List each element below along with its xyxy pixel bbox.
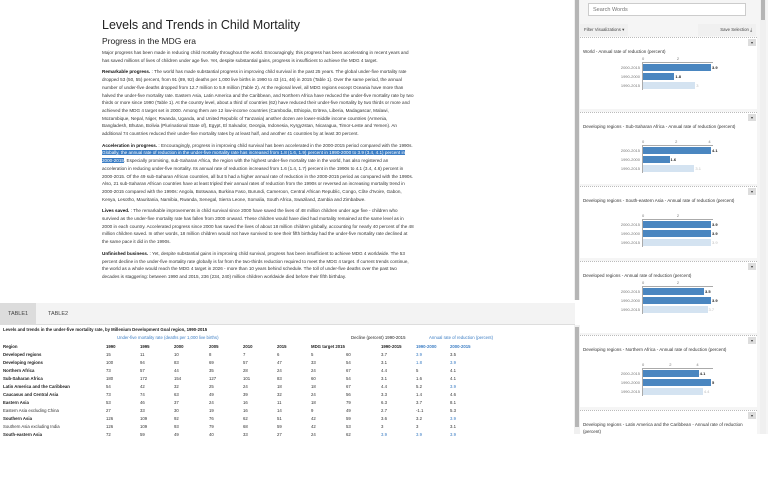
value-cell: 3.2 <box>416 416 422 421</box>
visualization-panel <box>580 335 757 407</box>
table-row <box>3 352 573 360</box>
value-cell: 109 <box>140 424 148 429</box>
value-cell: 8 <box>209 352 212 357</box>
table-group-header <box>3 335 573 343</box>
bar-value-label: 3.7 <box>708 306 715 312</box>
value-cell: 4.1 <box>450 368 456 373</box>
value-cell: 83 <box>174 360 179 365</box>
value-cell: 35 <box>209 368 214 373</box>
bar-chart <box>580 139 757 179</box>
selected-text[interactable]: Globally, the annual rate of reduction in the under-five mortality rate has increased from 1.8 (1.6, 1.9) percent in 1990-2000 to 3.9 (3.4, 4.1) percent in 2000-2015 <box>102 150 406 164</box>
sidebar-scrollbar[interactable] <box>760 0 766 434</box>
value-cell: 3.1 <box>450 424 456 429</box>
region-cell: Caucasus and Central Asia <box>3 392 59 397</box>
value-cell: 180 <box>106 376 114 381</box>
bar-value-label: 4.4 <box>703 389 710 394</box>
search-input[interactable] <box>588 3 746 16</box>
value-cell: 54 <box>346 376 351 381</box>
value-cell: 109 <box>140 416 148 421</box>
bar-value-label: 1.8 <box>675 74 681 79</box>
value-cell: 3.7 <box>416 400 422 405</box>
bar-value-label: 4.1 <box>712 147 718 153</box>
region-cell: Southern Asia <box>3 416 32 421</box>
bar-chart <box>580 362 757 402</box>
column-header: Region <box>3 344 18 349</box>
column-header: 2010 <box>243 344 253 349</box>
value-cell: 57 <box>243 360 248 365</box>
table-row <box>3 360 573 368</box>
panel-title: World - Annual rate of reduction (percent) <box>583 49 666 54</box>
x-axis <box>643 145 713 146</box>
value-cell: 33 <box>311 360 316 365</box>
value-cell: 39 <box>243 392 248 397</box>
bar-value-label: 3.9 <box>712 240 718 245</box>
panel-menu-chevron-icon[interactable]: ▾ <box>748 412 756 419</box>
value-cell: 5.3 <box>450 408 456 413</box>
table-header <box>3 344 573 352</box>
value-cell: 4.4 <box>381 368 387 373</box>
panel-title: Developing regions - Northern Africa - Annual rate of reduction (percent) <box>583 347 727 352</box>
value-cell: 53 <box>106 400 111 405</box>
save-selection-button[interactable]: Save Selection ⤓ <box>698 24 756 36</box>
column-header: MDG target 2015 <box>311 344 345 349</box>
value-cell: 49 <box>346 408 351 413</box>
value-cell: 16 <box>243 408 248 413</box>
group-header: Decline (percent) 1990-2015 <box>351 335 406 340</box>
value-cell: 5 <box>311 352 314 357</box>
group-header: Annual rate of reduction (percent) <box>429 335 494 340</box>
value-cell: 27 <box>106 408 111 413</box>
value-cell: 3.3 <box>381 392 387 397</box>
data-table <box>0 325 575 437</box>
bar[interactable] <box>643 288 704 295</box>
column-header: 2000-2015 <box>450 344 471 349</box>
value-cell: 32 <box>174 384 179 389</box>
axis-tick-label: 4 <box>696 362 699 367</box>
axis-tick-label: 0 <box>642 213 645 218</box>
panel-title: Developed regions - Annual rate of reduction (percent) <box>583 272 692 278</box>
paragraph-heading: Acceleration in progress. <box>102 142 158 148</box>
visualization-panel <box>580 112 757 184</box>
table-caption: Levels and trends in the under-five mortality rate, by Millenium Development Goal region, 1990-2015 <box>3 327 208 332</box>
paragraph-text: . Especially promising, sub-Saharan Africa, the region with the highest under-five mortality rate in the world, has also registered an acceleration in reducing under-five mortality. Its annual rate of reduction increased from 1.6 (1.4, 1.7) percent in the 1990s to 4.1 (3.4, 4.6) percent in 2000-2015. Of the 49 sub-Saharan African countries, all but 5 had a higher annual rate of reduction in the 2000-2015 period as compared with the 1990s. Also, 21 sub-Saharan African countries have at least tripled their annual rates of reduction from the 1990s or reversed an increasing mortality trend in 2000-2015 compared with the 1990s: Angola, Botswana, Burkina Faso, Burundi, Cameroon, Central African Republic, Congo, Côte d'Ivoire, Gabon, Kenya, Lesotho, Mauritania, Namibia, Rwanda, Senegal, Sierra Leone, Somalia, South Africa, Swaziland, Zambia and Zimbabwe. <box>102 158 414 202</box>
bar-label: 1990-2000 <box>620 156 640 162</box>
value-cell: 18 <box>277 384 282 389</box>
bar-label: 2000-2015 <box>620 371 640 376</box>
value-cell: 56 <box>346 392 351 397</box>
bar-chart <box>580 280 757 320</box>
bar-value-label: 3 <box>696 83 699 88</box>
column-header: 1990 <box>106 344 116 349</box>
value-cell: 46 <box>140 400 145 405</box>
x-axis <box>643 286 713 287</box>
value-cell: 53 <box>346 424 351 429</box>
value-cell: 74 <box>140 392 145 397</box>
value-cell: 3.9 <box>416 432 422 437</box>
value-cell: 44 <box>174 368 179 373</box>
value-cell: 4.1 <box>450 376 456 381</box>
bar-value-label: 1.6 <box>670 156 677 162</box>
visualization-panel <box>580 410 757 482</box>
paragraph-text: : The remarkable improvements in child survival since 2000 have saved the lives of 48 million children under age five - children who survived as the under-five mortality rate has fallen from 2000 onward. These children would have died had mortality remained at the same level as in 2000 in each country. Accelerated progress since 2000 has saved the lives of about 18 million children globally, accounting for nearly 40 percent of the 48 million children saved. In other words, 18 million children would not have survived to see their fifth birthday had the under-five mortality rate declined at the same pace it did in the 1990s. <box>102 208 414 245</box>
paragraph-text: : Encouragingly, progress in improving child survival has been accelerated in the 2000-2015 period compared with the 1990s. <box>157 142 413 148</box>
value-cell: 5.2 <box>416 384 422 389</box>
bar[interactable] <box>643 156 670 163</box>
value-cell: 27 <box>277 432 282 437</box>
panel-menu-chevron-icon[interactable]: ▾ <box>748 263 756 270</box>
value-cell: 8.1 <box>450 400 456 405</box>
value-cell: 40 <box>209 432 214 437</box>
axis-tick-label: 0 <box>642 56 645 61</box>
value-cell: 18 <box>311 400 316 405</box>
axis-tick-label: 0 <box>642 279 645 285</box>
value-cell: 11 <box>140 352 145 357</box>
value-cell: 42 <box>311 416 316 421</box>
value-cell: 126 <box>106 416 114 421</box>
paragraph-text: : Yet, despite substantial gains in improving child survival, progress has been insufficient to achieve MDG 4 worldwide. The 53 percent decline in the under-five mortality rate globally is far from the two-thirds reduction required to meet the MDG 4 target. If current trends continue, the world as a whole would reach the MDG 4 target in 2026 - more than 10 years behind schedule. The toll of under-five deaths over the past two decades is staggering: between 1990 and 2015, 236 (234, 240) million children worldwide died before their fifth birthday. <box>102 250 409 279</box>
value-cell: 51 <box>277 416 282 421</box>
tab-table1[interactable]: TABLE1 <box>0 303 36 325</box>
visualization-panel <box>580 37 757 109</box>
table-row <box>3 384 573 392</box>
bar-label: 1990-2015 <box>620 83 640 88</box>
bar-value-label: 3.5 <box>705 288 711 294</box>
table-row <box>3 392 573 400</box>
value-cell: 28 <box>243 368 248 373</box>
value-cell: 83 <box>277 376 282 381</box>
bar[interactable] <box>643 147 711 154</box>
value-cell: 3.9 <box>450 432 456 437</box>
value-cell: 10 <box>174 352 179 357</box>
tab-table2[interactable]: TABLE2 <box>48 311 69 317</box>
section-title: Progress in the MDG era <box>102 36 197 46</box>
value-cell: 126 <box>106 424 114 429</box>
value-cell: 24 <box>311 392 316 397</box>
value-cell: 11 <box>277 400 282 405</box>
axis-tick-label: 2 <box>669 362 672 367</box>
table-row <box>3 376 573 384</box>
bar[interactable] <box>643 306 708 313</box>
panel-menu-chevron-icon[interactable]: ▾ <box>748 188 756 195</box>
table-row <box>3 408 573 416</box>
value-cell: 1.6 <box>416 376 422 381</box>
value-cell: 3.5 <box>450 352 456 357</box>
page-title: Levels and Trends in Child Mortality <box>102 18 301 32</box>
value-cell: 62 <box>346 432 351 437</box>
value-cell: 47 <box>277 360 282 365</box>
value-cell: 4.4 <box>381 384 387 389</box>
bar-label: 2000-2015 <box>620 222 640 227</box>
paragraph-lives-saved <box>102 207 414 246</box>
bar[interactable] <box>643 297 711 304</box>
bar-label: 1990-2015 <box>620 165 640 171</box>
panel-title: Developing regions - South-eastern Asia - Annual rate of reduction (percent) <box>583 198 735 203</box>
paragraph-heading: Unfinished business. <box>102 250 149 256</box>
paragraph-heading: Lives saved. <box>102 208 130 214</box>
value-cell: 54 <box>106 384 111 389</box>
value-cell: 100 <box>106 360 114 365</box>
value-cell: 69 <box>209 360 214 365</box>
value-cell: 5 <box>416 368 419 373</box>
value-cell: 67 <box>346 384 351 389</box>
table-row <box>3 416 573 424</box>
visualization-panel <box>580 186 757 258</box>
value-cell: 154 <box>174 376 182 381</box>
bar[interactable] <box>643 64 711 71</box>
value-cell: 3.1 <box>381 376 387 381</box>
bar[interactable] <box>643 230 711 237</box>
value-cell: 24 <box>243 384 248 389</box>
value-cell: 32 <box>277 392 282 397</box>
value-cell: -1.1 <box>416 408 424 413</box>
paragraph-heading: Remarkable progress. <box>102 69 151 75</box>
value-cell: 49 <box>174 432 179 437</box>
bar-value-label: 3.9 <box>712 297 718 303</box>
bar-value-label: 3.1 <box>695 165 701 171</box>
panel-title: Developing regions - Sub-Saharan Africa - Annual rate of reduction (percent) <box>583 123 736 129</box>
region-cell: Northern Africa <box>3 368 35 373</box>
value-cell: 42 <box>311 424 316 429</box>
value-cell: 6.3 <box>381 400 387 405</box>
value-cell: 24 <box>311 432 316 437</box>
axis-tick-label: 2 <box>676 56 680 61</box>
value-cell: 16 <box>243 400 248 405</box>
paragraph-text: : The world has made substantial progress in improving child survival in the past 25 years. The global under-five mortality rate dropped 53 (50, 55) percent, from 91 (89, 92) deaths per 1,000 live births in 1990 to 43 (41, 46) in 2015 (Table 1). Over the same period, the annual number of under-five deaths dropped from 12.7 million to 5.9 million (Table 2). At the regional level, all MDG regions except Oceania have more than halved the under-five mortality rate. Eastern Asia, Latin America and the Caribbean, and Northern Africa have reduced the under-five mortality rate by two thirds or more since 1990 (Table 1). At the country level, about a third of countries (62) have reduced their under-five mortality by two thirds or more and achieved the MDG 4 target set in 2000. Among them are 12 low-income countries (Cambodia, Ethiopia, Eritrea, Liberia, Madagascar, Malawi, Mozambique, Nepal, Niger, Rwanda, Uganda, and United Republic of Tanzania) another dozen are lower-middle income countries (Armenia, Bangladesh, Bhutan, Bolivia (Plurinational State of), Egypt, El Salvador, Georgia, Indonesia, Kyrgyzstan, Nicaragua, Timor-Leste and Yemen). An additional 74 countries reduced their under-five mortality rates by at least half, and another 41 countries by at least 30 percent. <box>102 69 414 137</box>
value-cell: 18 <box>311 384 316 389</box>
bar-label: 1990-2015 <box>620 240 640 245</box>
group-header: Under-five mortality rate (deaths per 1,000 live births) <box>117 335 219 340</box>
value-cell: 59 <box>346 416 351 421</box>
value-cell: 3.9 <box>450 360 456 365</box>
x-axis <box>643 219 713 220</box>
panel-title: Developing regions - Latin America and the Caribbean - Annual rate of reduction (percent) <box>583 421 743 434</box>
value-cell: 2.7 <box>381 408 387 413</box>
bar-value-label: 3.9 <box>712 222 718 227</box>
value-cell: 1.8 <box>416 360 422 365</box>
filter-visualizations-dropdown[interactable]: Filter Visualizations ▾ <box>580 24 628 36</box>
region-cell: Sub-Saharan Africa <box>3 376 43 381</box>
column-header: 2005 <box>209 344 219 349</box>
value-cell: 3 <box>381 424 384 429</box>
bar[interactable] <box>643 379 711 386</box>
value-cell: 60 <box>311 376 316 381</box>
paragraph-remarkable-progress <box>102 68 414 137</box>
column-header: 1995 <box>140 344 150 349</box>
value-cell: 3.9 <box>450 384 456 389</box>
bar[interactable] <box>643 82 695 89</box>
value-cell: 62 <box>243 416 248 421</box>
bar[interactable] <box>643 239 711 246</box>
bar-value-label: 4.1 <box>699 371 706 376</box>
value-cell: 25 <box>209 384 214 389</box>
x-axis <box>643 62 713 63</box>
value-cell: 14 <box>277 408 282 413</box>
value-cell: 3.6 <box>381 416 387 421</box>
bar[interactable] <box>643 388 703 395</box>
panel-menu-chevron-icon[interactable]: ▾ <box>748 114 756 121</box>
value-cell: 6 <box>277 352 280 357</box>
region-cell: South-eastern Asia <box>3 432 42 437</box>
bar[interactable] <box>643 221 711 228</box>
bar[interactable] <box>643 73 674 80</box>
bar-label: 2000-2015 <box>620 65 640 70</box>
axis-tick-label: 0 <box>642 362 645 367</box>
bar-label: 1990-2000 <box>620 380 640 385</box>
table-row <box>3 432 573 440</box>
column-header: 2000 <box>174 344 184 349</box>
value-cell: 72 <box>106 432 111 437</box>
bar-chart <box>580 213 757 253</box>
axis-tick-label: 0 <box>642 138 645 144</box>
document-view <box>0 0 580 300</box>
value-cell: 63 <box>174 392 179 397</box>
visualization-sidebar <box>580 0 768 434</box>
bar[interactable] <box>643 165 694 172</box>
bar-value-label: 3.9 <box>712 231 718 236</box>
region-cell: Developed regions <box>3 352 42 357</box>
value-cell: 73 <box>106 368 111 373</box>
value-cell: 93 <box>174 424 179 429</box>
value-cell: 79 <box>209 424 214 429</box>
x-axis <box>643 368 713 369</box>
value-cell: 101 <box>243 376 251 381</box>
axis-tick-label: 2 <box>675 138 678 144</box>
value-cell: 73 <box>106 392 111 397</box>
value-cell: 7 <box>243 352 246 357</box>
bar-label: 1990-2015 <box>620 389 640 394</box>
panel-menu-chevron-icon[interactable]: ▾ <box>748 39 756 46</box>
value-cell: 68 <box>243 424 248 429</box>
value-cell: 1.4 <box>416 392 422 397</box>
value-cell: 37 <box>174 400 179 405</box>
value-cell: 30 <box>174 408 179 413</box>
bar-chart <box>580 56 757 96</box>
value-cell: 3.9 <box>450 416 456 421</box>
column-header: 1990-2000 <box>416 344 437 349</box>
value-cell: 3.7 <box>381 352 387 357</box>
visualization-panel <box>580 261 757 333</box>
bar-value-label: 5 <box>712 380 715 385</box>
value-cell: 4.6 <box>450 392 456 397</box>
value-cell: 127 <box>209 376 217 381</box>
value-cell: 172 <box>140 376 148 381</box>
value-cell: 3.1 <box>381 360 387 365</box>
axis-tick-label: 2 <box>676 213 680 218</box>
value-cell: 76 <box>209 416 214 421</box>
intro-paragraph: Major progress has been made in reducing child mortality throughout the world. Encouragingly, this progress has been accelerating in recent years and has saved millions of lives of children under age five. Yet, despite substantial gains, progress is insufficient to achieve the MDG 4 target. <box>102 50 409 63</box>
value-cell: 92 <box>174 416 179 421</box>
value-cell: 3.9 <box>381 432 387 437</box>
bar-label: 1990-2000 <box>620 297 640 303</box>
bar-label: 1990-2015 <box>620 306 640 312</box>
paragraph-acceleration <box>102 142 414 204</box>
value-cell: 79 <box>346 400 351 405</box>
value-cell: 60 <box>346 352 351 357</box>
column-header: 2015 <box>277 344 287 349</box>
table-row <box>3 400 573 408</box>
region-cell: Developing regions <box>3 360 43 365</box>
value-cell: 33 <box>140 408 145 413</box>
value-cell: 49 <box>209 392 214 397</box>
table-row <box>3 368 573 376</box>
value-cell: 94 <box>140 360 145 365</box>
bar-label: 2000-2015 <box>620 147 640 153</box>
paragraph-unfinished <box>102 250 414 281</box>
value-cell: 54 <box>346 360 351 365</box>
region-cell: Southern Asia excluding India <box>3 424 60 429</box>
value-cell: 24 <box>209 400 214 405</box>
column-header: 1990-2015 <box>381 344 402 349</box>
value-cell: 57 <box>140 368 145 373</box>
bar-label: 1990-2000 <box>620 231 640 236</box>
table-tabs <box>0 303 575 325</box>
table-row <box>3 424 573 432</box>
region-cell: Eastern Asia excluding China <box>3 408 59 413</box>
value-cell: 42 <box>140 384 145 389</box>
value-cell: 67 <box>346 368 351 373</box>
value-cell: 59 <box>277 424 282 429</box>
value-cell: 3.9 <box>416 352 422 357</box>
bar[interactable] <box>643 370 699 377</box>
value-cell: 19 <box>209 408 214 413</box>
panel-menu-chevron-icon[interactable]: ▾ <box>748 337 756 344</box>
value-cell: 24 <box>277 368 282 373</box>
bar-label: 1990-2000 <box>620 74 640 79</box>
value-cell: 33 <box>243 432 248 437</box>
value-cell: 24 <box>311 368 316 373</box>
axis-tick-label: 2 <box>676 279 680 285</box>
value-cell: 15 <box>106 352 111 357</box>
bar-value-label: 3.9 <box>712 65 718 70</box>
bar-label: 2000-2015 <box>620 288 640 294</box>
value-cell: 3 <box>416 424 419 429</box>
value-cell: 9 <box>311 408 314 413</box>
region-cell: Latin America and the Caribbean <box>3 384 70 389</box>
axis-tick-label: 4 <box>708 138 711 144</box>
region-cell: Eastern Asia <box>3 400 29 405</box>
value-cell: 59 <box>140 432 145 437</box>
